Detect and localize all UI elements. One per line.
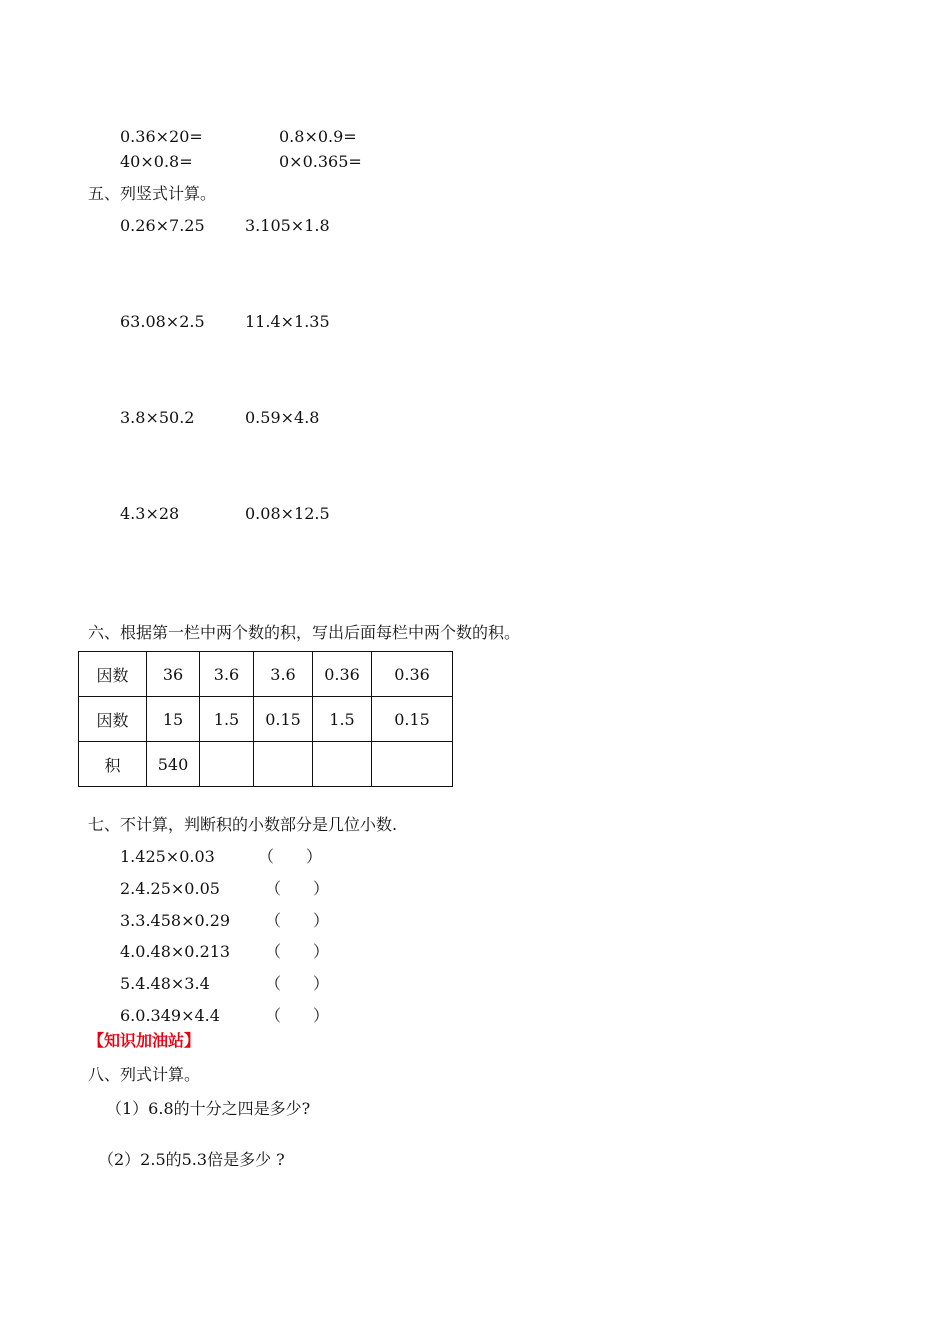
section8-heading: 八、列式计算。 bbox=[88, 1065, 201, 1084]
vertical-problem: 4.3×28 bbox=[120, 504, 180, 523]
table-cell: 积 bbox=[79, 742, 147, 787]
vertical-problem: 3.105×1.8 bbox=[245, 216, 330, 235]
table-cell: 0.15 bbox=[254, 697, 313, 742]
answer-blank[interactable]: （ ） bbox=[265, 879, 330, 898]
vertical-problem: 0.26×7.25 bbox=[120, 216, 205, 235]
answer-blank[interactable]: （ ） bbox=[265, 1006, 330, 1025]
decimal-problem: 5.4.48×3.4 bbox=[120, 974, 210, 993]
oral-calc-4: 0×0.365= bbox=[279, 152, 362, 171]
table-cell: 3.6 bbox=[254, 652, 313, 697]
table-cell: 1.5 bbox=[200, 697, 254, 742]
table-row bbox=[79, 652, 453, 697]
answer-blank[interactable]: （ ） bbox=[265, 974, 330, 993]
word-problem-2: （2）2.5的5.3倍是多少 ? bbox=[98, 1150, 285, 1169]
table-cell: 3.6 bbox=[200, 652, 254, 697]
answer-blank[interactable]: （ ） bbox=[265, 942, 330, 961]
decimal-problem: 6.0.349×4.4 bbox=[120, 1006, 220, 1025]
answer-blank[interactable]: （ ） bbox=[258, 847, 323, 866]
word-problem-1: （1）6.8的十分之四是多少? bbox=[106, 1099, 311, 1118]
oral-calc-1: 0.36×20= bbox=[120, 127, 203, 146]
table-cell: 1.5 bbox=[313, 697, 372, 742]
answer-cell[interactable] bbox=[254, 742, 313, 787]
section7-heading: 七、不计算，判断积的小数部分是几位小数. bbox=[88, 815, 398, 834]
oral-calc-3: 40×0.8= bbox=[120, 152, 193, 171]
vertical-problem: 63.08×2.5 bbox=[120, 312, 205, 331]
answer-cell[interactable] bbox=[372, 742, 453, 787]
decimal-problem: 2.4.25×0.05 bbox=[120, 879, 220, 898]
knowledge-station-label: 【知识加油站】 bbox=[88, 1031, 201, 1050]
table-cell: 因数 bbox=[79, 652, 147, 697]
vertical-problem: 0.59×4.8 bbox=[245, 408, 320, 427]
table-cell: 0.36 bbox=[313, 652, 372, 697]
decimal-problem: 4.0.48×0.213 bbox=[120, 942, 231, 961]
decimal-problem: 1.425×0.03 bbox=[120, 847, 215, 866]
section5-heading: 五、列竖式计算。 bbox=[88, 184, 217, 203]
answer-cell[interactable] bbox=[200, 742, 254, 787]
section6-heading: 六、根据第一栏中两个数的积，写出后面每栏中两个数的积。 bbox=[88, 623, 521, 642]
table-cell: 15 bbox=[147, 697, 200, 742]
table-cell: 0.36 bbox=[372, 652, 453, 697]
table-cell: 因数 bbox=[79, 697, 147, 742]
vertical-problem: 11.4×1.35 bbox=[245, 312, 330, 331]
table-row bbox=[79, 742, 453, 787]
decimal-problem: 3.3.458×0.29 bbox=[120, 911, 231, 930]
vertical-problem: 3.8×50.2 bbox=[120, 408, 195, 427]
factor-product-table bbox=[78, 651, 453, 787]
answer-blank[interactable]: （ ） bbox=[265, 911, 330, 930]
table-cell: 36 bbox=[147, 652, 200, 697]
answer-cell[interactable] bbox=[313, 742, 372, 787]
oral-calc-2: 0.8×0.9= bbox=[279, 127, 357, 146]
table-row bbox=[79, 697, 453, 742]
table-cell: 0.15 bbox=[372, 697, 453, 742]
table-cell: 540 bbox=[147, 742, 200, 787]
vertical-problem: 0.08×12.5 bbox=[245, 504, 330, 523]
